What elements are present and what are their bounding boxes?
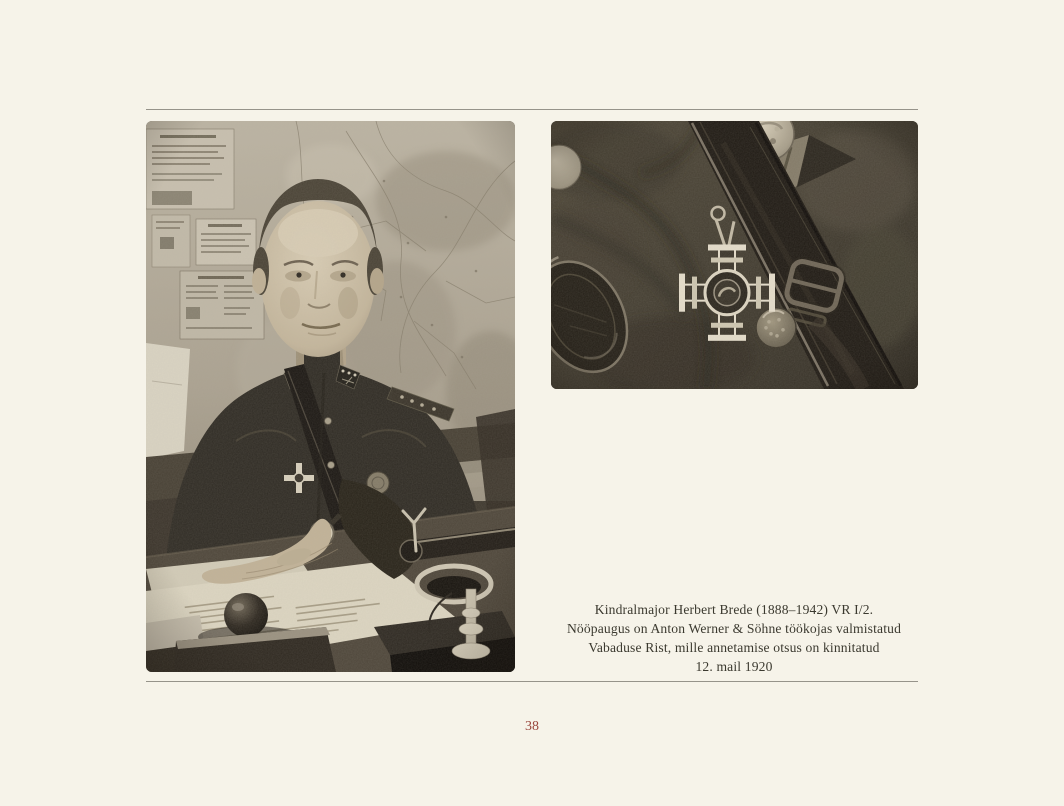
medal-detail-photo [551, 121, 918, 389]
medal-detail-illustration [551, 121, 918, 389]
portrait-photo-illustration [146, 121, 515, 672]
caption-line-2: Nööpaugus on Anton Werner & Söhne töökojas valmistatud [566, 621, 902, 636]
caption-line-3: Vabaduse Rist, mille annetamise otsus on kinnitatud [588, 640, 880, 655]
caption-line-4: 12. mail 1920 [695, 659, 773, 674]
caption-line-1: Kindralmajor Herbert Brede (1888–1942) VR I/2. [594, 602, 874, 617]
top-rule [146, 109, 918, 110]
bottom-rule [146, 681, 918, 682]
page-number: 38 [525, 719, 539, 734]
portrait-photo [146, 121, 515, 672]
photo-caption [534, 600, 934, 676]
